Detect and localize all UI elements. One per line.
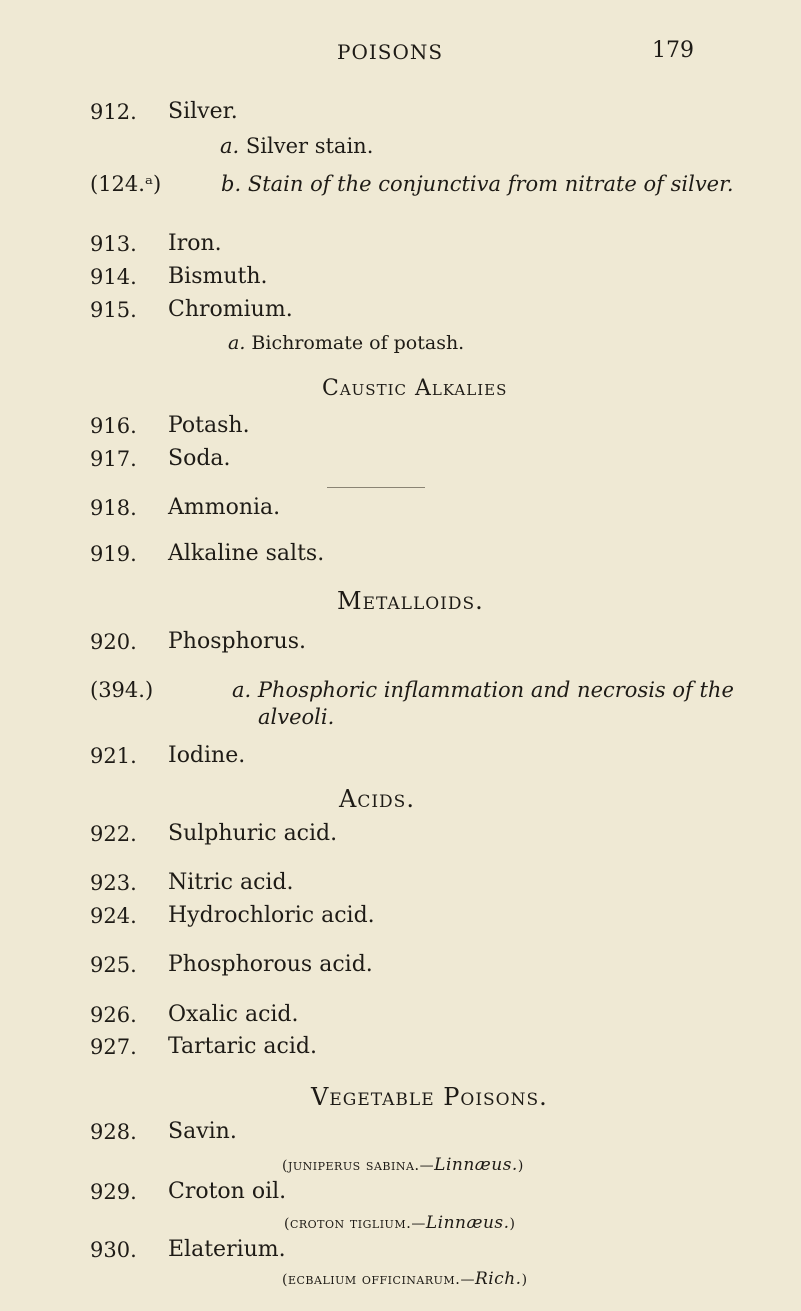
entry-name: Hydrochloric acid. <box>168 903 375 928</box>
sub-entry <box>228 332 464 354</box>
sub-entry-continuation: alveoli. <box>258 705 335 729</box>
entry-number: 919. <box>90 542 137 566</box>
entry-name: Soda. <box>168 446 231 471</box>
entry-number: 927. <box>90 1035 137 1059</box>
sub-entry-label: a. <box>220 134 240 158</box>
sub-entry-label: a. <box>232 678 252 702</box>
section-heading: Caustic Alkalies <box>322 376 508 401</box>
entry-name: Phosphorus. <box>168 629 306 654</box>
entry-name: Iron. <box>168 231 222 256</box>
section-heading: Acids. <box>339 785 415 813</box>
separator-rule <box>327 487 425 488</box>
page-number: 179 <box>652 38 694 63</box>
entry-name: Savin. <box>168 1119 237 1144</box>
cross-reference-number: (394.) <box>90 678 154 702</box>
sub-entry <box>220 134 373 158</box>
entry-number: 917. <box>90 447 137 471</box>
botanical-name: (ecbalium officinarum.—Rich.) <box>282 1269 528 1289</box>
species-name: croton tiglium. <box>289 1214 412 1232</box>
sub-entry-text: Stain of the conjunctiva from nitrate of silver. <box>247 172 734 196</box>
cross-reference-number: (124.ᵃ) <box>90 172 162 196</box>
entry-name: Chromium. <box>168 297 293 322</box>
entry-name: Potash. <box>168 413 250 438</box>
entry-number: 920. <box>90 630 137 654</box>
entry-number: 922. <box>90 822 137 846</box>
entry-name: Bismuth. <box>168 264 268 289</box>
entry-name: Silver. <box>168 99 238 124</box>
entry-name: Phosphorous acid. <box>168 952 373 977</box>
sub-entry-label: b. <box>221 172 242 196</box>
sub-entry <box>221 172 734 196</box>
entry-number: 925. <box>90 953 137 977</box>
entry-number: 923. <box>90 871 137 895</box>
entry-name: Oxalic acid. <box>168 1002 299 1027</box>
entry-name: Ammonia. <box>168 495 281 520</box>
species-author: Linnæus. <box>425 1213 510 1233</box>
entry-number: 924. <box>90 904 137 928</box>
entry-number: 926. <box>90 1003 137 1027</box>
entry-number: 921. <box>90 744 137 768</box>
entry-number: 916. <box>90 414 137 438</box>
entry-number: 913. <box>90 232 137 256</box>
entry-name: Elaterium. <box>168 1237 286 1262</box>
entry-number: 915. <box>90 298 137 322</box>
section-heading: Metalloids. <box>337 587 484 615</box>
section-heading: Vegetable Poisons. <box>311 1083 548 1111</box>
species-name: ecbalium officinarum. <box>287 1270 461 1288</box>
entry-number: 928. <box>90 1120 137 1144</box>
botanical-name: (croton tiglium.—Linnæus.) <box>284 1213 516 1233</box>
entry-name: Iodine. <box>168 743 246 768</box>
species-name: juniperus sabina. <box>287 1156 420 1174</box>
entry-name: Croton oil. <box>168 1179 287 1204</box>
species-author: Linnæus. <box>434 1155 518 1175</box>
entry-name: Nitric acid. <box>168 870 294 895</box>
running-header: POISONS <box>337 40 444 64</box>
sub-entry-text: Silver stain. <box>245 134 374 158</box>
sub-entry <box>232 678 734 702</box>
entry-number: 914. <box>90 265 137 289</box>
species-author: Rich. <box>474 1269 522 1289</box>
entry-name: Sulphuric acid. <box>168 821 338 846</box>
entry-name: Tartaric acid. <box>168 1034 317 1059</box>
entry-name: Alkaline salts. <box>168 541 325 566</box>
sub-entry-label: a. <box>228 332 246 354</box>
botanical-name: (juniperus sabina.—Linnæus.) <box>282 1155 524 1175</box>
entry-number: 918. <box>90 496 137 520</box>
sub-entry-text: Phosphoric inflammation and necrosis of the <box>257 678 734 702</box>
entry-number: 929. <box>90 1180 137 1204</box>
entry-number: 912. <box>90 100 137 124</box>
entry-number: 930. <box>90 1238 137 1262</box>
sub-entry-text: Bichromate of potash. <box>251 332 465 354</box>
